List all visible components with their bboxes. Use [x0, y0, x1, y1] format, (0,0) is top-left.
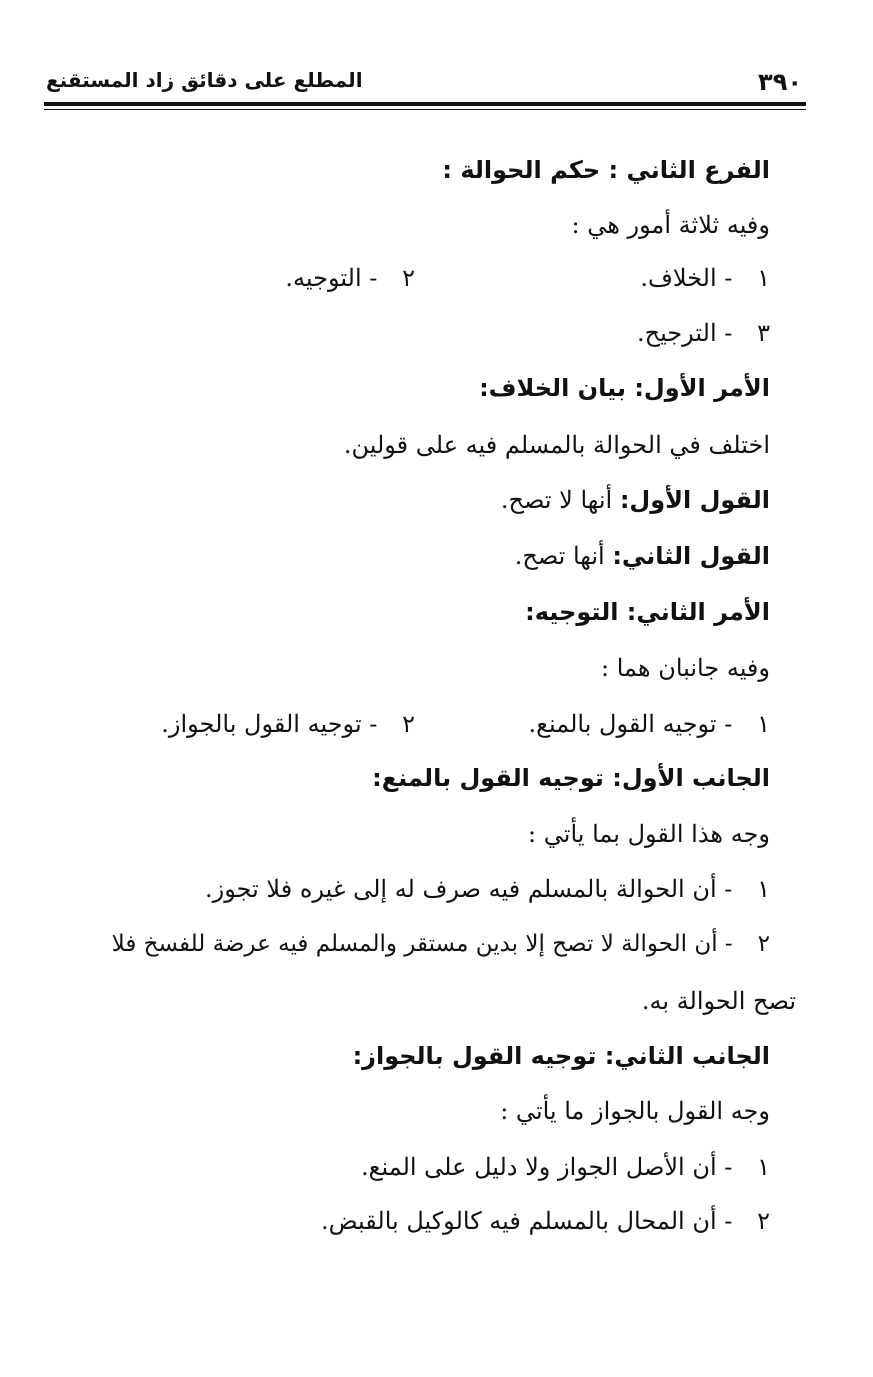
paragraph: وفيه ثلاثة أمور هي :: [571, 211, 770, 239]
list-item: [112, 926, 770, 962]
list-text: - الترجيح.: [636, 319, 733, 347]
list-text: - التوجيه.: [285, 264, 378, 292]
list-number: ٢: [757, 931, 770, 957]
paragraph: وجه هذا القول بما يأتي :: [528, 820, 770, 848]
list-number: ١: [757, 710, 770, 738]
list-item: [205, 871, 770, 907]
list-number: ٢: [757, 1207, 770, 1235]
list-text: - أن الأصل الجواز ولا دليل على المنع.: [361, 1153, 733, 1181]
running-title: المطلع على دقائق زاد المستقنع: [46, 68, 363, 92]
list-text: - الخلاف.: [640, 264, 733, 292]
paragraph-continuation: تصح الحوالة به.: [641, 987, 796, 1015]
opinion-label: القول الثاني:: [612, 542, 770, 570]
section-heading: الأمر الثاني: التوجيه:: [525, 598, 770, 626]
list-text: - أن المحال بالمسلم فيه كالوكيل بالقبض.: [320, 1207, 733, 1235]
page-number: ٣٩٠: [758, 68, 802, 96]
opinion-label: القول الأول:: [619, 486, 770, 514]
header-rule-thin: [44, 109, 806, 110]
paragraph: وجه القول بالجواز ما يأتي :: [500, 1097, 770, 1125]
section-heading: الجانب الثاني: توجيه القول بالجواز:: [352, 1042, 770, 1070]
list-number: ٣: [757, 319, 770, 347]
list-number: ٢: [402, 264, 415, 292]
list-item: [640, 260, 770, 296]
opinion-text: أنها لا تصح.: [500, 486, 613, 514]
section-heading: الأمر الأول: بيان الخلاف:: [479, 374, 770, 402]
list-number: ٢: [402, 710, 415, 738]
opinion-text: أنها تصح.: [514, 542, 605, 570]
list-text: - توجيه القول بالجواز.: [161, 710, 378, 738]
opinion: [501, 482, 770, 518]
section-heading: الفرع الثاني : حكم الحوالة :: [442, 156, 770, 184]
list-item: [161, 706, 415, 742]
section-heading: الجانب الأول: توجيه القول بالمنع:: [372, 764, 770, 792]
list-item: [361, 1149, 770, 1185]
list-text: - أن الحوالة بالمسلم فيه صرف له إلى غيره فلا تجوز.: [205, 875, 733, 903]
list-item: [637, 315, 770, 351]
header-rule-thick: [44, 102, 806, 106]
page-header: [44, 64, 806, 98]
list-number: ١: [757, 1153, 770, 1181]
opinion: [515, 538, 770, 574]
list-item: [321, 1203, 770, 1239]
paragraph: وفيه جانبان هما :: [601, 654, 770, 682]
list-item: [529, 706, 770, 742]
list-text: - توجيه القول بالمنع.: [528, 710, 733, 738]
list-number: ١: [757, 875, 770, 903]
list-number: ١: [757, 264, 770, 292]
paragraph: اختلف في الحوالة بالمسلم فيه على قولين.: [343, 431, 770, 459]
list-item: [285, 260, 415, 296]
list-text: - أن الحوالة لا تصح إلا بدين مستقر والمسلم فيه عرضة للفسخ فلا: [111, 931, 733, 957]
